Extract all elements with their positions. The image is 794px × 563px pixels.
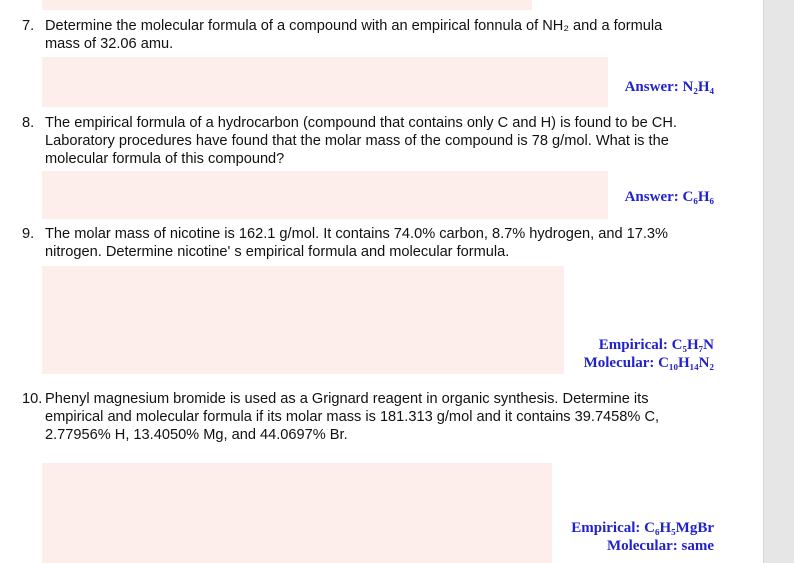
scroll-sidebar[interactable] <box>763 0 794 563</box>
answer-label: Answer: <box>624 189 679 205</box>
question-text: The empirical formula of a hydrocarbon (compound that contains only C and H) is found to be CH. Laboratory procedures have found that the molar mass of the compound is 78 g/mol. What is the molecular formula of this compound? <box>45 115 677 167</box>
answer-box-7 <box>42 57 608 107</box>
empirical-label: Empirical: <box>571 520 641 536</box>
question-8 <box>22 114 722 168</box>
molecular-formula: C₁₀H₁₄N₂ <box>658 355 714 371</box>
answer-formula: C₆H₆ <box>682 189 714 205</box>
question-text: The molar mass of nicotine is 162.1 g/mol. It contains 74.0% carbon, 8.7% hydrogen, and 17.3% nitrogen. Determine nicotine' s empirical formula and molecular formula. <box>45 226 669 260</box>
question-text: Determine the molecular formula of a compound with an empirical fonnula of NH₂ and a formula mass of 32.06 amu. <box>45 18 663 52</box>
answer-label: Answer: <box>624 79 679 95</box>
answer-box-8 <box>42 171 608 219</box>
question-number: 10. <box>22 391 43 407</box>
answer-box-previous <box>42 0 532 10</box>
molecular-label: Molecular: <box>606 538 678 554</box>
empirical-label: Empirical: <box>598 337 668 353</box>
answer-7 <box>625 78 714 96</box>
empirical-formula: C₆H₅MgBr <box>644 520 714 536</box>
question-10 <box>22 390 722 444</box>
answer-10 <box>571 519 714 555</box>
question-number: 8. <box>22 115 35 131</box>
molecular-label: Molecular: <box>583 355 655 371</box>
question-text: Phenyl magnesium bromide is used as a Grignard reagent in organic synthesis. Determine its empirical and molecular formula if its molar mass is 181.313 g/mol and it contains 39.7458% C, 2.77956% H, 13.4050% Mg, and 44.0697% Br. <box>45 391 660 443</box>
question-number: 9. <box>22 226 35 242</box>
empirical-formula: C₅H₇N <box>671 337 714 353</box>
answer-box-9 <box>42 266 564 374</box>
answer-box-10 <box>42 463 552 563</box>
answer-formula: N₂H₄ <box>682 79 714 95</box>
question-7 <box>22 17 712 53</box>
answer-8 <box>625 188 714 206</box>
answer-9 <box>584 336 714 372</box>
question-number: 7. <box>22 18 35 34</box>
question-9 <box>22 225 722 261</box>
molecular-value: same <box>681 538 714 554</box>
